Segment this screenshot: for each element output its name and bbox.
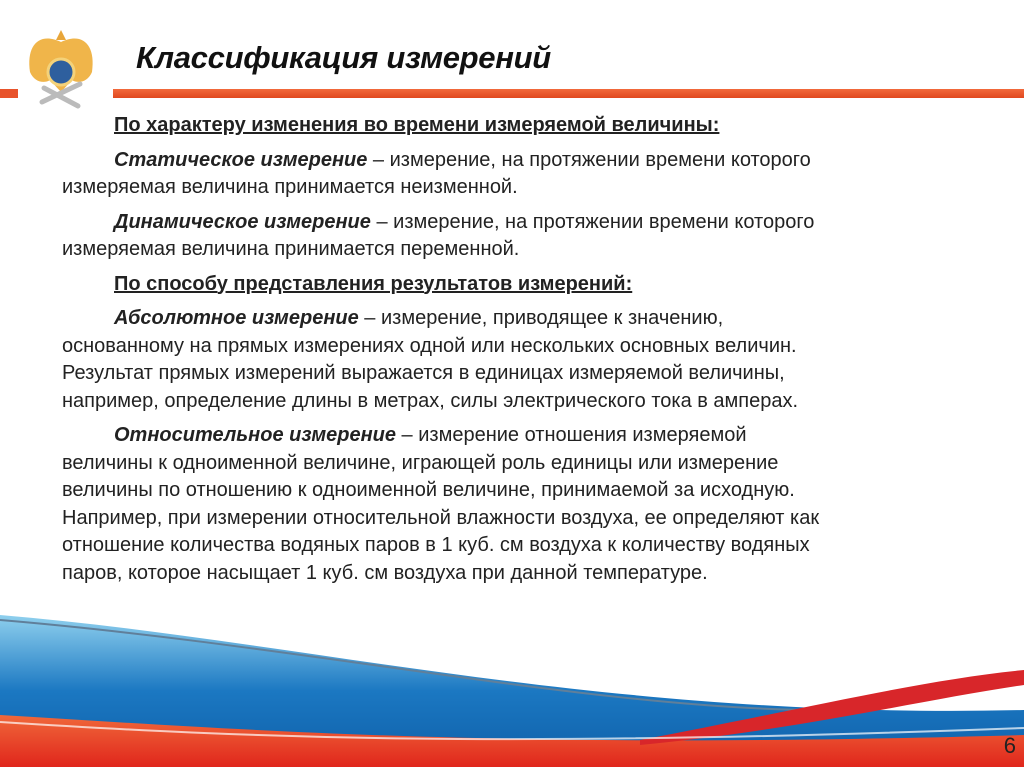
definition-paragraph xyxy=(62,209,992,264)
definition-text: измеряемая величина принимается переменной. xyxy=(62,238,520,260)
title-divider-left xyxy=(0,89,18,98)
definition-text: величины по отношению к одноименной величине, принимаемой за исходную. xyxy=(62,479,795,501)
text-line xyxy=(62,450,992,478)
definition-text: Например, при измерении относительной влажности воздуха, ее определяют как xyxy=(62,506,820,529)
definition-paragraph xyxy=(62,305,992,415)
term: Абсолютное измерение xyxy=(114,307,359,329)
title-divider xyxy=(113,89,1024,98)
page-number: 6 xyxy=(1003,733,1016,758)
definition-text: – измерение, приводящее к значению, xyxy=(358,307,724,329)
definition-text: измеряемая величина принимается неизменной. xyxy=(62,176,518,198)
text-line xyxy=(62,532,992,560)
definition-text: – измерение, на протяжении времени которого xyxy=(370,210,815,233)
definition-text: – измерение, на протяжении времени которого xyxy=(367,148,811,171)
text-line xyxy=(62,236,992,264)
term: Относительное измерение xyxy=(114,424,396,446)
slide-title: Классификация измерений xyxy=(136,40,551,75)
text-line xyxy=(62,505,992,533)
definition-text: например, определение длины в метрах, силы электрического тока в амперах. xyxy=(62,389,799,412)
definition-text: Результат прямых измерений выражается в единицах измеряемой величины, xyxy=(62,362,785,384)
text-line xyxy=(62,560,992,588)
text-line xyxy=(62,305,992,333)
definition-paragraph xyxy=(62,422,992,587)
section-heading: По способу представления результатов измерений: xyxy=(114,272,633,295)
eagle-emblem-logo xyxy=(20,22,102,114)
definition-text: паров, которое насыщает 1 куб. см воздуха при данной температуре. xyxy=(62,561,708,584)
text-line xyxy=(62,422,992,450)
text-line xyxy=(62,174,992,202)
decorative-waves xyxy=(0,600,1024,767)
text-line xyxy=(62,209,992,237)
text-line xyxy=(62,147,992,175)
definition-paragraph xyxy=(62,147,992,202)
text-line xyxy=(62,333,992,361)
text-line xyxy=(62,388,992,416)
definition-text: величины к одноименной величине, играющей роль единицы или измерение xyxy=(62,451,779,474)
definition-text: – измерение отношения измеряемой xyxy=(396,424,747,446)
slide-content xyxy=(62,112,992,594)
definition-text: основанному на прямых измерениях одной или нескольких основных величин. xyxy=(62,334,797,357)
section-heading: По характеру изменения во времени измеряемой величины: xyxy=(114,114,720,136)
term: Динамическое измерение xyxy=(114,210,371,233)
text-line xyxy=(62,477,992,505)
term: Статическое измерение xyxy=(114,148,368,171)
text-line xyxy=(62,360,992,388)
definition-text: отношение количества водяных паров в 1 куб. см воздуха к количеству водяных xyxy=(62,534,810,556)
